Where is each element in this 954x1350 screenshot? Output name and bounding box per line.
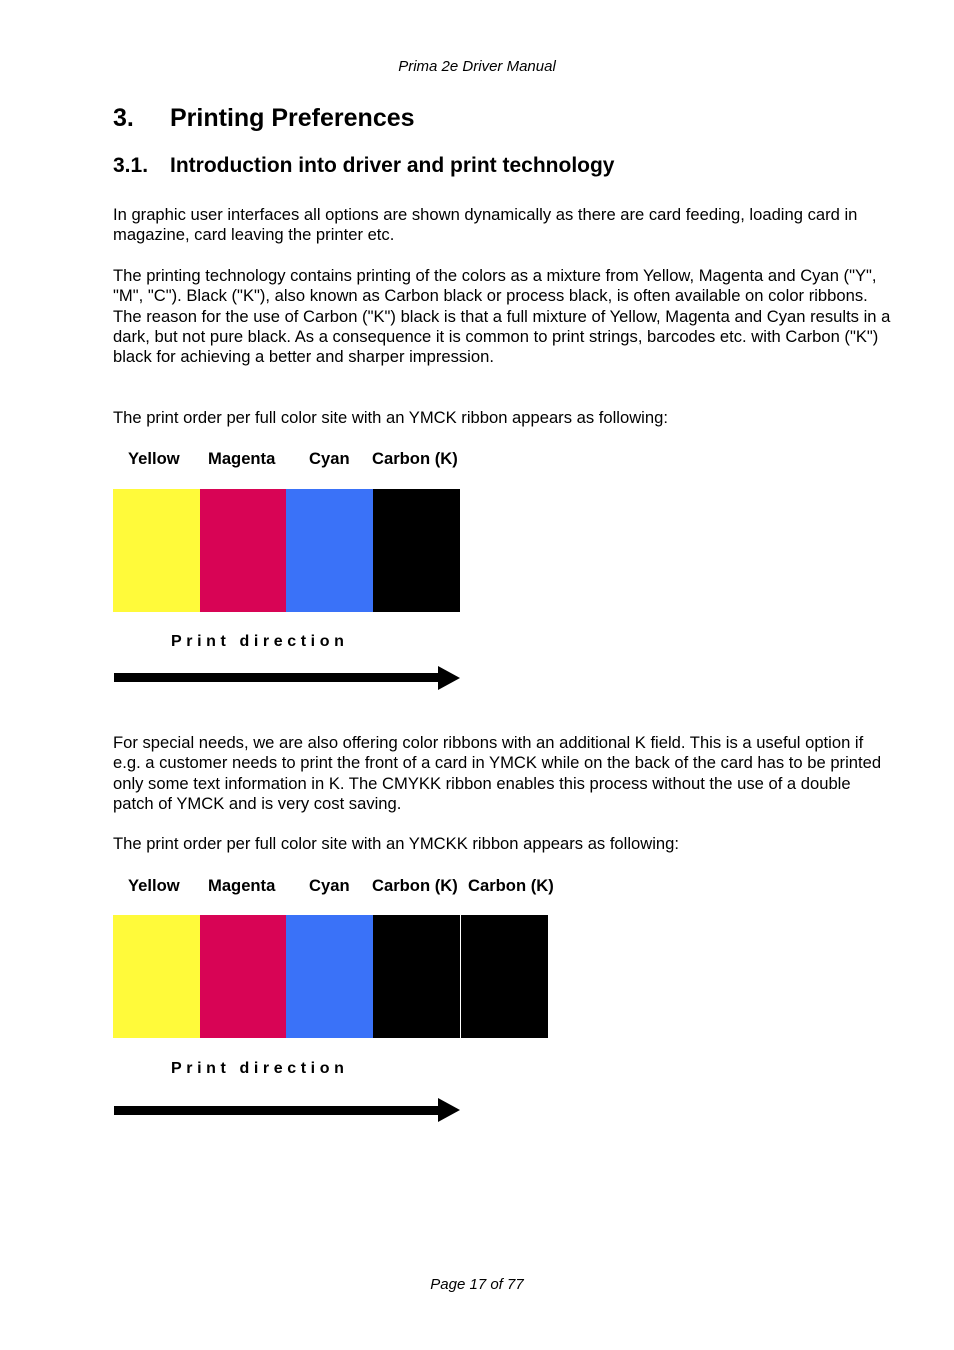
ribbon1-label-magenta: Magenta: [208, 449, 276, 468]
ribbon2-print-direction-label: Print direction: [171, 1060, 349, 1077]
paragraph-ymckk-order: The print order per full color site with an YMCKK ribbon appears as following:: [113, 834, 680, 853]
subsection-number: 3.1.: [113, 154, 149, 177]
ribbon2-label-magenta: Magenta: [208, 876, 276, 895]
ribbon1-label-carbon: Carbon (K): [372, 449, 458, 468]
ribbon1-print-direction-label: Print direction: [171, 633, 349, 650]
ribbon2-label-carbon-2: Carbon (K): [468, 876, 554, 895]
section-heading: [113, 104, 415, 133]
ribbon1-label-yellow: Yellow: [128, 449, 180, 468]
subsection-title: Introduction into driver and print technology: [170, 154, 615, 177]
ribbon1-arrow-right-icon: [438, 666, 460, 690]
paragraph-technology: The printing technology contains printing of the colors as a mixture from Yellow, Magenta and Cyan ("Y", "M", "C"). Black ("K"), also known as Carbon black or process black, is often available on color ribbons. The reason for the use of Carbon ("K") black is that a full mixture of Yellow, Magenta and Cyan results in a dark, but not pure black. As a consequence it is common to print strings, barcodes etc. with Carbon ("K") black for achieving a better and sharper impression.: [113, 266, 891, 367]
ribbon1-yellow-panel: [113, 489, 200, 612]
ribbon2-direction-arrow-shaft: [114, 1106, 439, 1115]
ribbon1-direction-arrow-shaft: [114, 673, 439, 682]
running-header: Prima 2e Driver Manual: [398, 58, 556, 75]
paragraph-ymck-order: The print order per full color site with an YMCK ribbon appears as following:: [113, 408, 668, 427]
paragraph-intro: In graphic user interfaces all options are shown dynamically as there are card feeding, loading card in magazine, card leaving the printer etc.: [113, 205, 858, 245]
ribbon2-label-yellow: Yellow: [128, 876, 180, 895]
ribbon2-magenta-panel: [200, 915, 287, 1038]
paragraph-special-needs: For special needs, we are also offering color ribbons with an additional K field. This is a useful option if e.g. a customer needs to print the front of a card in YMCK while on the back of the card has to be printed only some text information in K. The CMYKK ribbon enables this process without the use of a double patch of YMCK and is very cost saving.: [113, 733, 882, 813]
ribbon1-carbon-panel: [373, 489, 460, 612]
ribbon2-label-carbon-1: Carbon (K): [372, 876, 458, 895]
ribbon1-magenta-panel: [200, 489, 287, 612]
ribbon2-carbon-panel-1: [373, 915, 460, 1038]
ribbon1-label-cyan: Cyan: [309, 449, 350, 468]
subsection-heading: [113, 154, 615, 178]
ribbon2-yellow-panel: [113, 915, 200, 1038]
section-title: Printing Preferences: [170, 104, 415, 132]
ribbon1-cyan-panel: [286, 489, 373, 612]
ribbon2-cyan-panel: [286, 915, 373, 1038]
ribbon2-carbon-panel-2: [461, 915, 548, 1038]
ribbon2-label-cyan: Cyan: [309, 876, 350, 895]
page-number-footer: Page 17 of 77: [430, 1276, 524, 1293]
section-number: 3.: [113, 104, 134, 132]
ribbon2-arrow-right-icon: [438, 1098, 460, 1122]
